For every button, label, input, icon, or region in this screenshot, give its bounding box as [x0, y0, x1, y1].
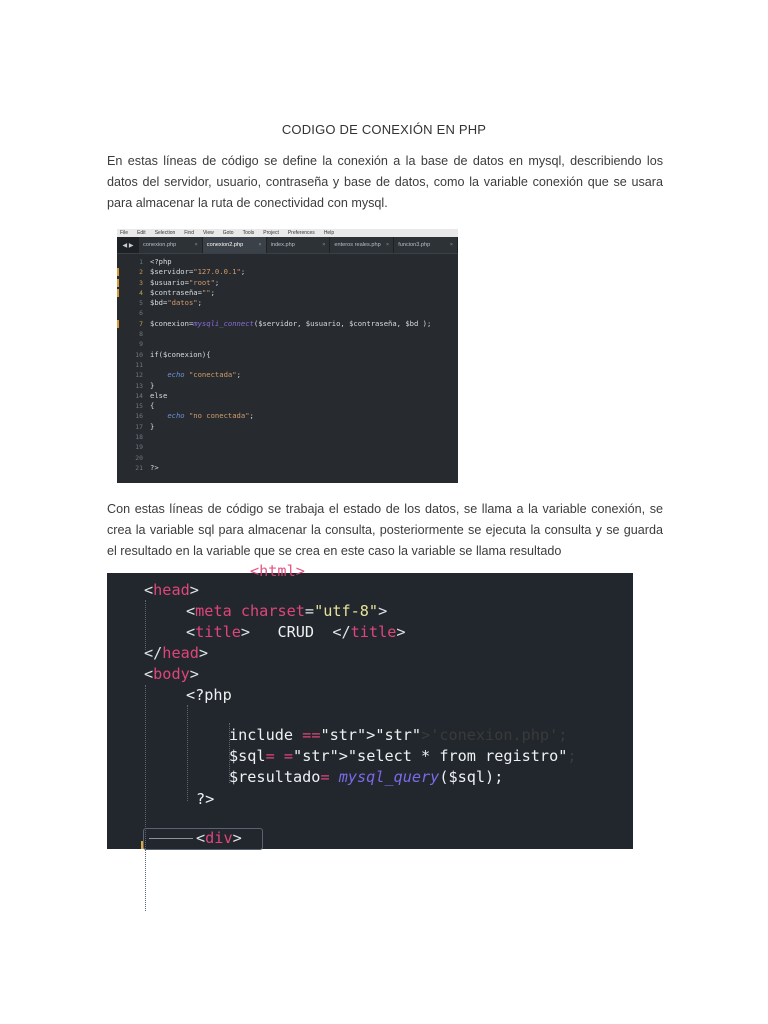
paragraph-query: Con estas líneas de código se trabaja el estado de los datos, se llama a la variable conexión, se crea la variable sql para almacenar la consulta, posteriormente se ejecuta la consulta y se guarda el resultado en la variable que se crea en este caso la variable se llama resultado — [107, 502, 663, 558]
line-number: 17 — [135, 422, 143, 431]
code-line — [117, 288, 458, 298]
line-number: 11 — [135, 360, 143, 369]
code-line — [117, 411, 458, 421]
code-text[interactable]: } — [150, 380, 155, 390]
line-number: 6 — [139, 309, 143, 318]
code-line — [117, 339, 458, 349]
code-text[interactable]: <?php — [150, 257, 172, 266]
code-line — [117, 278, 458, 288]
menu-item-find[interactable]: Find — [184, 230, 194, 236]
close-icon[interactable]: × — [322, 242, 326, 248]
line-number: 9 — [139, 340, 143, 349]
close-icon[interactable]: × — [449, 242, 453, 248]
line-number: 3 — [139, 278, 143, 287]
modified-line-marker — [117, 268, 119, 276]
editor-menubar — [117, 229, 458, 237]
tab-label: conexion2.php — [206, 242, 244, 248]
code-text[interactable]: } — [150, 421, 155, 431]
line-number: 12 — [135, 371, 143, 380]
code-line-html-partial: <html> — [250, 562, 305, 580]
fold-dash — [149, 838, 193, 839]
line-number: 2 — [139, 268, 143, 277]
code-text[interactable]: echo "conectada"; — [167, 370, 241, 380]
menu-item-selection[interactable]: Selection — [154, 230, 176, 236]
menu-item-view[interactable]: View — [203, 230, 214, 236]
tab-label: funcion3.php — [398, 242, 431, 248]
tab-label: index.php — [270, 242, 295, 248]
code-text[interactable]: $usuario="root"; — [150, 277, 220, 287]
code-line — [117, 360, 458, 370]
code-line[interactable]: <meta charset="utf-8"> — [186, 602, 388, 620]
code-line[interactable]: <?php — [186, 686, 232, 704]
close-icon[interactable]: × — [258, 242, 262, 248]
code-line[interactable]: include =="str">"str">'conexion.php'; — [229, 726, 568, 744]
code-text[interactable]: $servidor="127.0.0.1"; — [150, 267, 246, 277]
code-line — [117, 432, 458, 442]
code-line[interactable]: <title> CRUD </title> — [186, 623, 406, 641]
tab-enteros-reales-php[interactable] — [330, 237, 393, 253]
code-line — [117, 422, 458, 432]
code-text[interactable]: { — [150, 401, 155, 411]
code-line[interactable]: ?> — [196, 790, 215, 808]
line-number: 19 — [135, 443, 143, 452]
code-line — [117, 463, 458, 473]
code-text[interactable]: ?> — [150, 462, 159, 472]
line-number: 13 — [135, 381, 143, 390]
indent-guide — [145, 685, 146, 911]
code-line — [117, 442, 458, 452]
code-text[interactable]: echo "no conectada"; — [167, 411, 254, 421]
code-line — [117, 329, 458, 339]
line-number: 4 — [139, 288, 143, 297]
modified-line-marker — [117, 320, 119, 328]
close-icon[interactable]: × — [385, 242, 390, 248]
menu-item-tools[interactable]: Tools — [242, 230, 255, 236]
editor-screenshot-query — [107, 562, 633, 849]
indent-guide — [229, 723, 230, 783]
code-line — [117, 391, 458, 401]
menu-item-file[interactable]: File — [120, 230, 129, 236]
code-text[interactable]: $bd="datos"; — [150, 298, 202, 308]
modified-line-marker — [117, 289, 119, 297]
tab-conexion2-php[interactable] — [203, 237, 266, 253]
code-line[interactable]: <div> — [196, 829, 242, 847]
code-line — [117, 319, 458, 329]
editor-screenshot-connection — [117, 229, 458, 483]
tab-index-php[interactable] — [267, 237, 330, 253]
menu-item-help[interactable]: Help — [323, 230, 335, 236]
menu-item-goto[interactable]: Goto — [222, 230, 234, 236]
code-line — [117, 370, 458, 380]
code-line[interactable]: $resultado= mysql_query($sql); — [229, 768, 504, 786]
line-number: 1 — [139, 258, 143, 266]
modified-line-marker — [117, 279, 119, 287]
code-area — [117, 254, 458, 473]
code-line — [117, 298, 458, 308]
code-text[interactable]: else — [150, 390, 168, 400]
line-number: 14 — [135, 391, 143, 400]
code-line[interactable]: <head> — [144, 581, 199, 599]
code-text[interactable]: if($conexion){ — [150, 349, 211, 359]
indent-guide — [145, 600, 146, 650]
code-line — [117, 257, 458, 267]
fold-indicator — [143, 828, 263, 850]
line-number: 8 — [139, 330, 143, 339]
code-line — [117, 350, 458, 360]
line-number: 20 — [135, 453, 143, 462]
close-icon[interactable]: × — [194, 242, 198, 248]
tab-nav-arrows[interactable]: ◀ ▶ — [122, 242, 134, 249]
paragraph-intro: En estas líneas de código se define la conexión a la base de datos en mysql, describiendo los datos del servidor, usuario, contraseña y base de datos, como la variable conexión que se usara para almacenar la ruta de conectividad con mysql. — [107, 154, 663, 210]
line-number: 10 — [135, 350, 143, 359]
line-number: 18 — [135, 433, 143, 442]
tab-label: conexion.php — [143, 242, 177, 248]
tab-label: enteros reales.php — [334, 242, 381, 248]
line-number: 5 — [139, 299, 143, 308]
code-line[interactable]: <body> — [144, 665, 199, 683]
line-number: 16 — [135, 412, 143, 421]
line-number: 15 — [135, 402, 143, 411]
code-line[interactable]: $sql= ="str">"select * from registro"; — [229, 747, 577, 765]
menu-item-preferences[interactable]: Preferences — [287, 230, 315, 236]
tab-funcion3-php[interactable] — [394, 237, 457, 253]
code-line — [117, 381, 458, 391]
indent-guide — [187, 705, 188, 801]
line-number: 21 — [135, 463, 143, 472]
code-text[interactable]: $conexion=mysqli_connect($servidor, $usuario, $contraseña, $bd ); — [150, 318, 432, 328]
code-line — [117, 267, 458, 277]
code-line — [117, 453, 458, 463]
menu-item-edit[interactable]: Edit — [137, 230, 146, 236]
tab-conexion-php[interactable] — [139, 237, 202, 253]
code-line — [117, 401, 458, 411]
menu-item-project[interactable]: Project — [263, 230, 279, 236]
editor-tabbar — [117, 237, 458, 254]
code-text[interactable]: $contraseña=""; — [150, 287, 215, 297]
code-line[interactable]: </head> — [144, 644, 209, 662]
line-number: 7 — [139, 319, 143, 328]
page-title: CODIGO DE CONEXIÓN EN PHP — [281, 122, 487, 137]
code-line — [117, 308, 458, 318]
